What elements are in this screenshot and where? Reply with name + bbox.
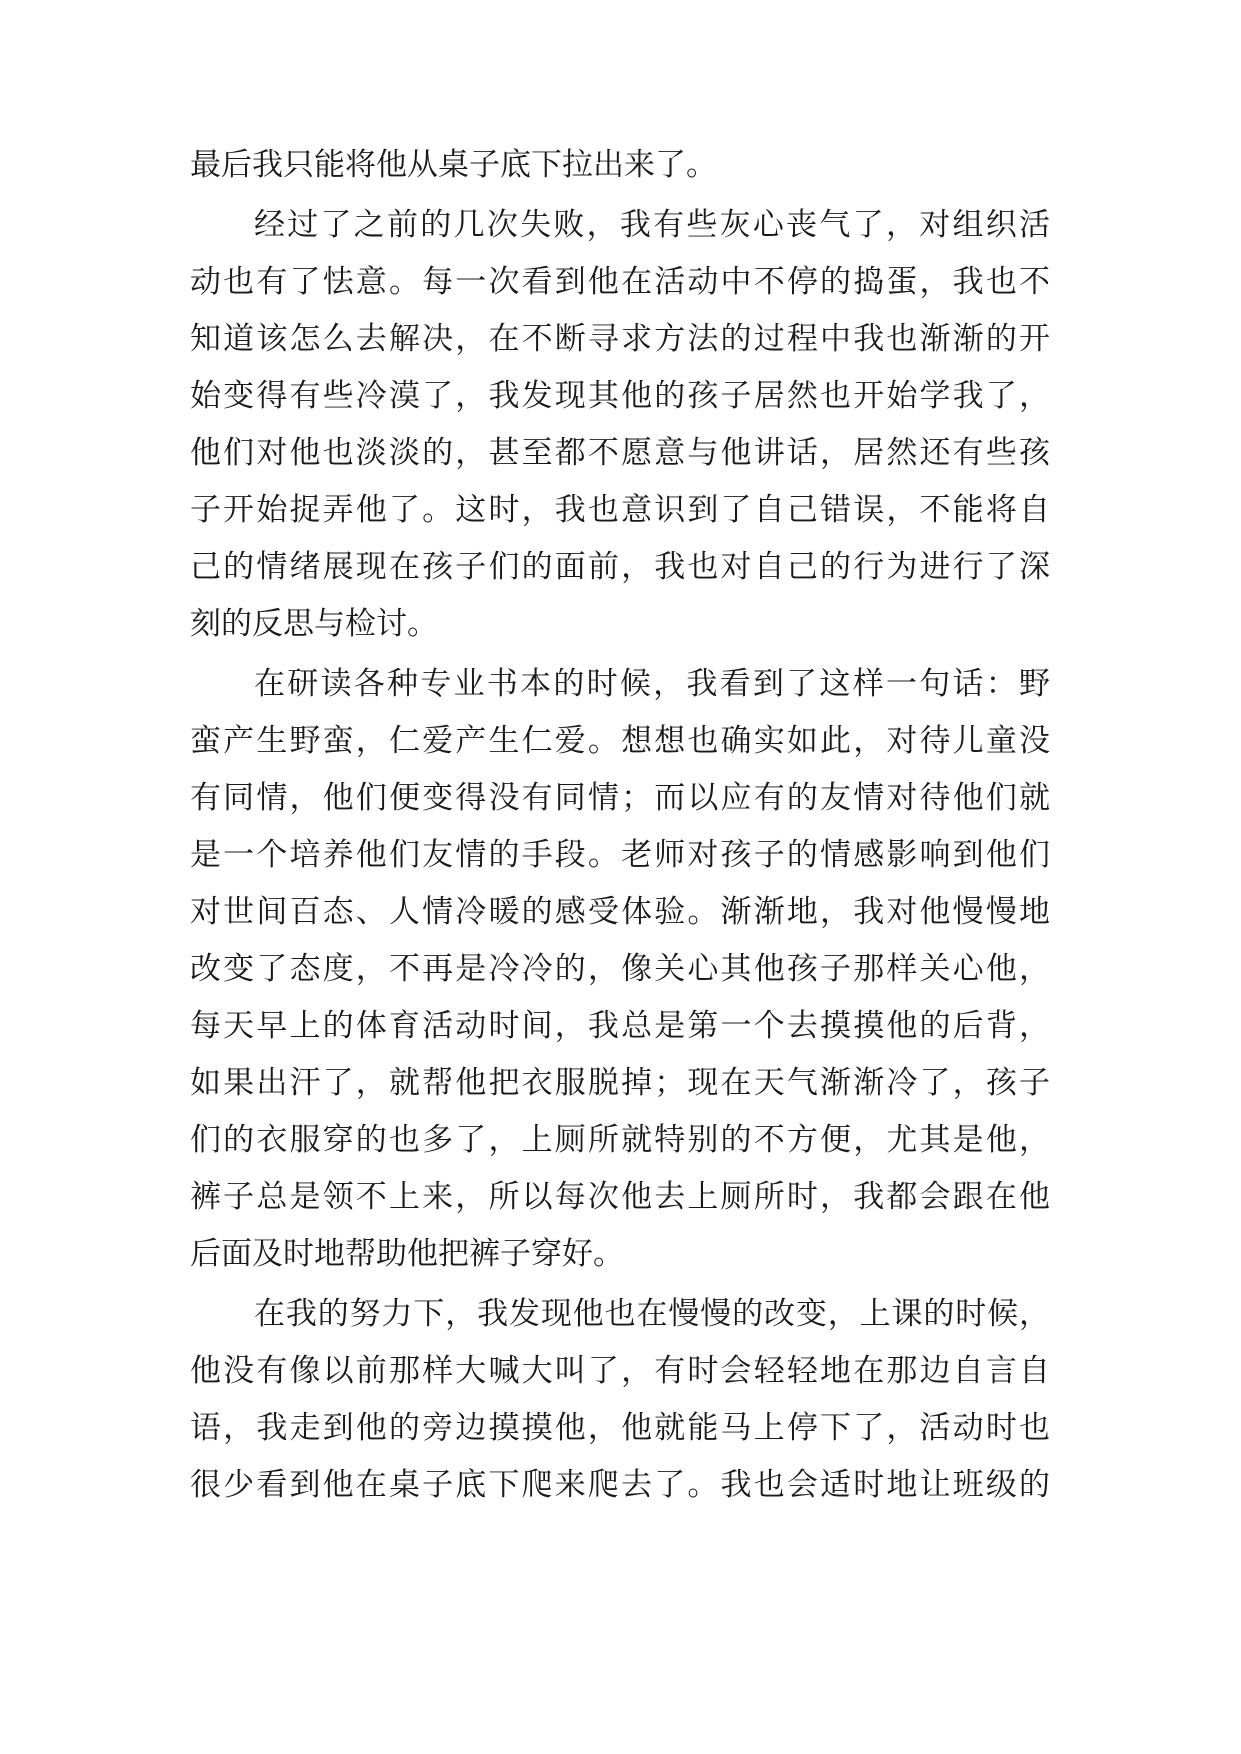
text-line: 们的衣服穿的也多了，上厕所就特别的不方便，尤其是他， [190,1122,1050,1158]
text-line: 后面及时地帮助他把裤子穿好。 [190,1236,624,1272]
text-line: 最后我只能将他从桌子底下拉出来了。 [190,147,717,183]
text-line: 对世间百态、人情冷暖的感受体验。渐渐地，我对他慢慢地 [190,894,1050,930]
text-line: 有同情，他们便变得没有同情；而以应有的友情对待他们就 [190,780,1050,816]
text-line: 知道该怎么去解决，在不断寻求方法的过程中我也渐渐的开 [190,321,1050,357]
text-line: 动也有了怯意。每一次看到他在活动中不停的捣蛋，我也不 [190,264,1050,300]
text-line: 子开始捉弄他了。这时，我也意识到了自己错误，不能将自 [190,492,1050,528]
text-line: 如果出汗了，就帮他把衣服脱掉；现在天气渐渐冷了，孩子 [190,1065,1050,1101]
text-line: 他没有像以前那样大喊大叫了，有时会轻轻地在那边自言自 [190,1353,1050,1389]
text-line: 每天早上的体育活动时间，我总是第一个去摸摸他的后背， [190,1008,1050,1044]
paragraph-first-line: 在我的努力下，我发现他也在慢慢的改变，上课的时候， [254,1296,1050,1332]
text-line: 很少看到他在桌子底下爬来爬去了。我也会适时地让班级的 [190,1467,1050,1503]
text-line: 裤子总是领不上来，所以每次他去上厕所时，我都会跟在他 [190,1179,1050,1215]
paragraph-first-line: 经过了之前的几次失败，我有些灰心丧气了，对组织活 [254,207,1050,243]
paragraph-first-line: 在研读各种专业书本的时候，我看到了这样一句话：野 [254,666,1050,702]
text-line: 始变得有些冷漠了，我发现其他的孩子居然也开始学我了， [190,378,1050,414]
text-line: 己的情绪展现在孩子们的面前，我也对自己的行为进行了深 [190,549,1050,585]
text-line: 刻的反思与检讨。 [190,606,438,642]
text-line: 语，我走到他的旁边摸摸他，他就能马上停下了，活动时也 [190,1410,1050,1446]
text-line: 改变了态度，不再是冷冷的，像关心其他孩子那样关心他， [190,951,1050,987]
text-line: 他们对他也淡淡的，甚至都不愿意与他讲话，居然还有些孩 [190,435,1050,471]
text-line: 蛮产生野蛮，仁爱产生仁爱。想想也确实如此，对待儿童没 [190,723,1050,759]
text-line: 是一个培养他们友情的手段。老师对孩子的情感影响到他们 [190,837,1050,873]
